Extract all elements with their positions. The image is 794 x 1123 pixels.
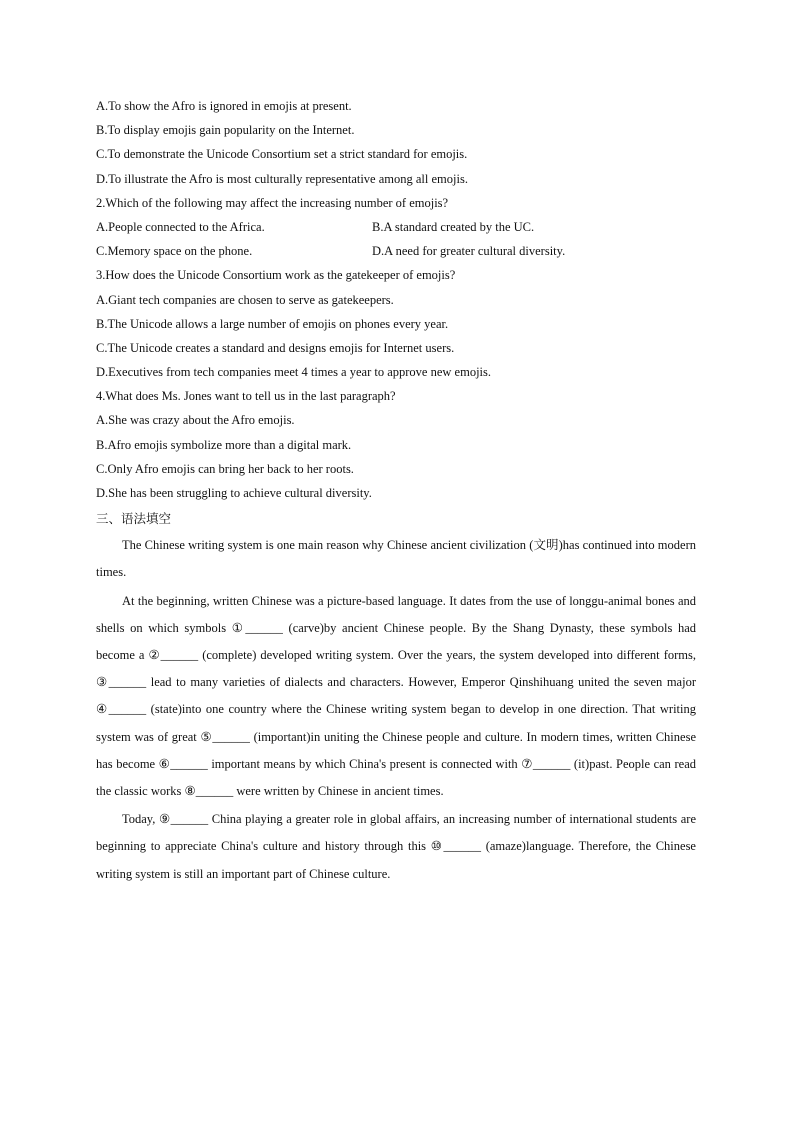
q2-option-c: C.Memory space on the phone. (96, 244, 253, 259)
section-title: 三、语法填空 (96, 511, 172, 527)
passage-paragraph-1: The Chinese writing system is one main reason why Chinese ancient civilization (文明)has continued into modern times. (96, 538, 696, 580)
passage-paragraph-2: At the beginning, written Chinese was a picture-based language. It dates from the use of longgu-animal bones and shells on which symbols ①______ (carve)by ancient Chinese people. By the Shang Dynasty, these symbols had become a ②______ (complete) developed writing system. Over the years, the system developed into different forms, ③______ lead to many varieties of dialects and characters. However, Emperor Qinshihuang united the seven major ④______ (state)into one country where the Chinese writing system began to develop in one direction. That writing system was of great ⑤______ (important)in uniting the Chinese people and culture. In modern times, written Chinese has become ⑥______ important means by which China's present is connected with ⑦______ (it)past. People can read the classic works ⑧______ were written by Chinese in ancient times. (96, 593, 696, 799)
q2-option-b: B.A standard created by the UC. (372, 219, 535, 234)
q3-option-c: C.The Unicode creates a standard and designs emojis for Internet users. (96, 340, 455, 355)
q3-option-b: B.The Unicode allows a large number of emojis on phones every year. (96, 316, 449, 331)
q4-stem: 4.What does Ms. Jones want to tell us in the last paragraph? (96, 389, 396, 404)
q2-option-a: A.People connected to the Africa. (96, 219, 265, 234)
q1-option-c: C.To demonstrate the Unicode Consortium set a strict standard for emojis. (96, 147, 468, 162)
q4-option-b: B.Afro emojis symbolize more than a digital mark. (96, 437, 352, 452)
q1-option-a: A.To show the Afro is ignored in emojis at present. (96, 99, 352, 113)
q2-stem: 2.Which of the following may affect the increasing number of emojis? (96, 195, 449, 210)
q3-option-d: D.Executives from tech companies meet 4 times a year to approve new emojis. (96, 365, 492, 380)
q4-option-c: C.Only Afro emojis can bring her back to her roots. (96, 461, 354, 476)
q1-option-b: B.To display emojis gain popularity on the Internet. (96, 123, 355, 138)
worksheet-page (96, 94, 696, 888)
q4-option-a: A.She was crazy about the Afro emojis. (96, 413, 295, 428)
passage-paragraph-3: Today, ⑨______ China playing a greater role in global affairs, an increasing number of international students are beginning to appreciate China's culture and history through this ⑩______ (amaze)language. Therefore, the Chinese writing system is still an important part of Chinese culture. (96, 812, 696, 881)
q3-stem: 3.How does the Unicode Consortium work as the gatekeeper of emojis? (96, 268, 456, 283)
q2-options-row-2 (96, 239, 696, 263)
q2-options-row-1 (96, 215, 696, 239)
q3-option-a: A.Giant tech companies are chosen to serve as gatekeepers. (96, 292, 394, 307)
q2-option-d: D.A need for greater cultural diversity. (372, 244, 566, 259)
q1-option-d: D.To illustrate the Afro is most culturally representative among all emojis. (96, 171, 468, 186)
q4-option-d: D.She has been struggling to achieve cultural diversity. (96, 486, 372, 500)
